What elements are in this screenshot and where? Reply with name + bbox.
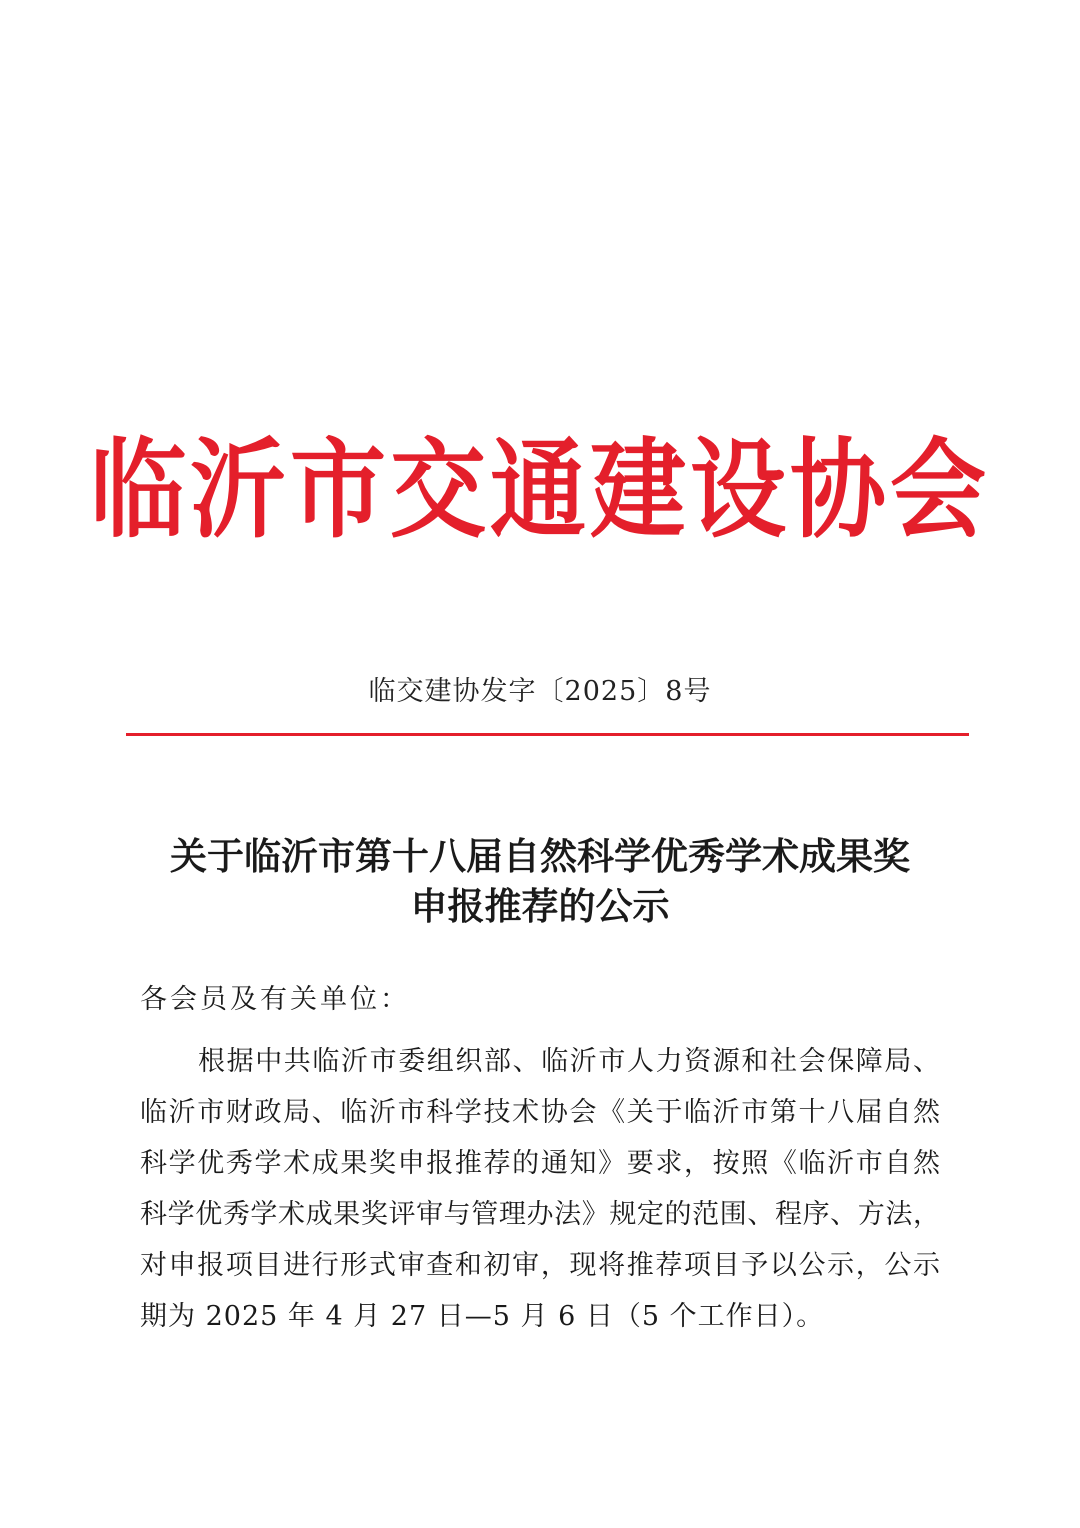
body-line: 临沂市财政局、临沂市科学技术协会《关于临沂市第十八届自然 bbox=[140, 1097, 940, 1128]
notice-title-line-1: 关于临沂市第十八届自然科学优秀学术成果奖 bbox=[170, 835, 910, 878]
body-line: 对申报项目进行形式审查和初审，现将推荐项目予以公示，公示 bbox=[140, 1250, 940, 1281]
body-line: 根据中共临沂市委组织部、临沂市人力资源和社会保障局、 bbox=[198, 1046, 940, 1077]
organization-masthead: 临沂市交通建设协会 bbox=[90, 427, 990, 553]
body-line: 科学优秀学术成果奖申报推荐的通知》要求，按照《临沂市自然 bbox=[140, 1148, 940, 1179]
salutation: 各会员及有关单位： bbox=[140, 984, 410, 1015]
body-line: 期为 2025 年 4 月 27 日—5 月 6 日（5 个工作日）。 bbox=[140, 1301, 825, 1332]
notice-title-line-2: 申报推荐的公示 bbox=[410, 885, 670, 928]
document-number: 临交建协发字〔2025〕8号 bbox=[368, 676, 712, 707]
body-line: 科学优秀学术成果奖评审与管理办法》规定的范围、程序、方法， bbox=[140, 1199, 940, 1230]
red-divider bbox=[126, 733, 969, 736]
notice-body bbox=[140, 1036, 940, 1342]
notice-title bbox=[0, 832, 1080, 932]
